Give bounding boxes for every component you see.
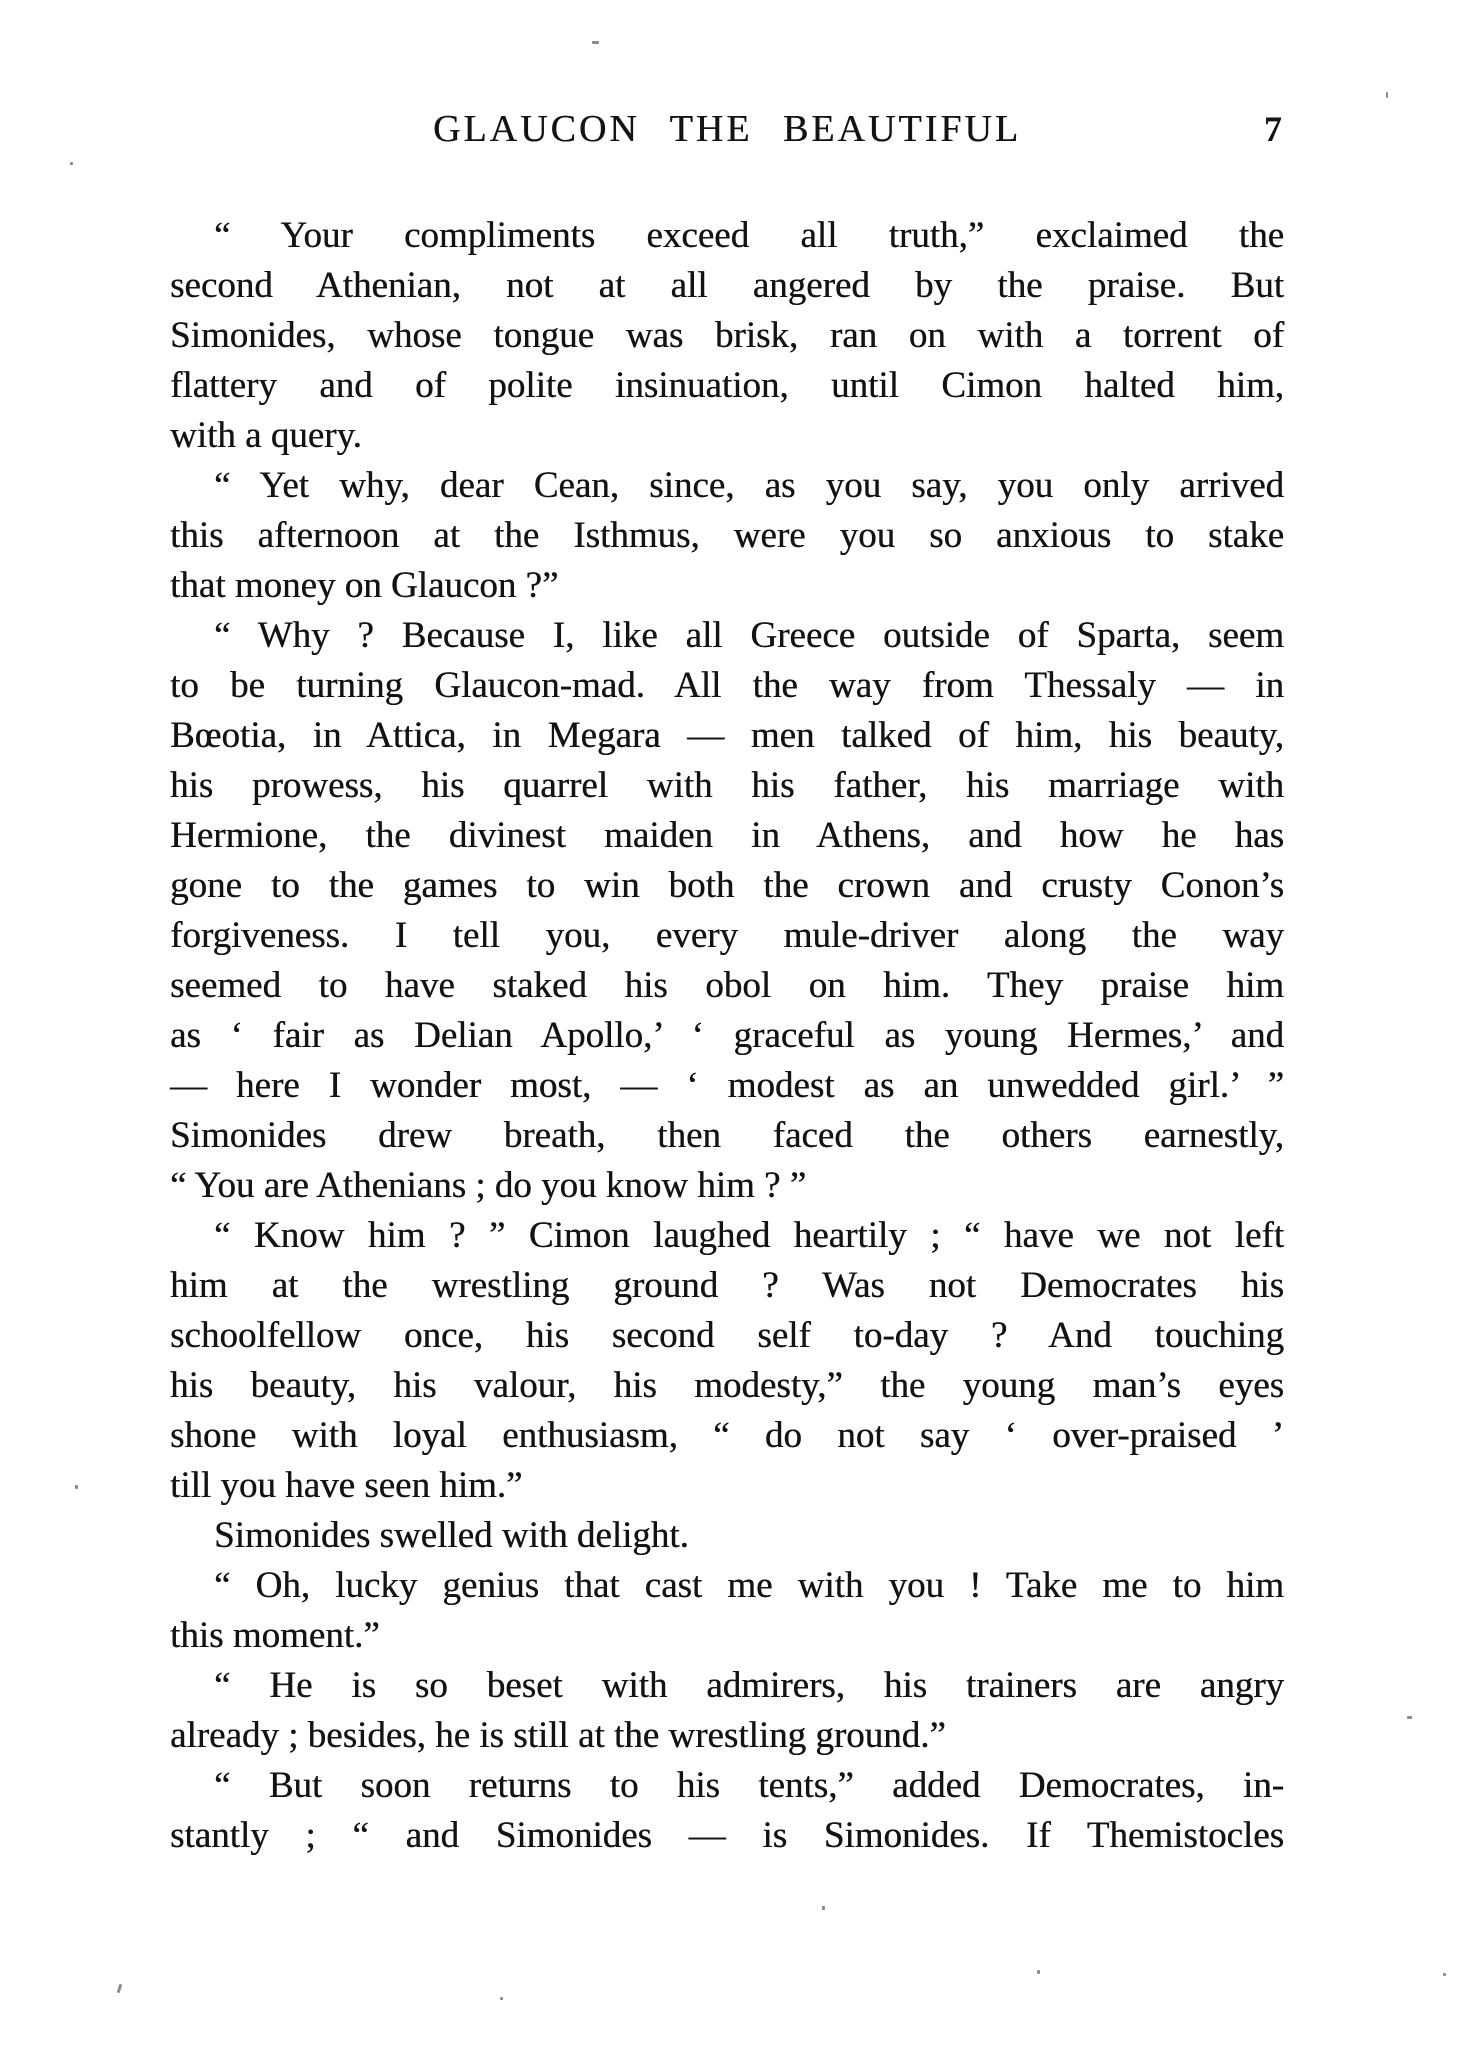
text-line: “ Why ? Because I, like all Greece outside of Sparta, seem — [214, 615, 1284, 656]
text-line: shone with loyal enthusiasm, “ do not say ‘ over-praised ’ — [170, 1415, 1284, 1456]
text-line: second Athenian, not at all angered by the praise. But — [170, 265, 1284, 306]
text-line: Hermione, the divinest maiden in Athens, and how he has — [170, 815, 1284, 856]
text-line: — here I wonder most, — ‘ modest as an unwedded girl.’ ” — [170, 1065, 1284, 1106]
text-line: Simonides, whose tongue was brisk, ran on with a torrent of — [170, 315, 1284, 356]
text-line: schoolfellow once, his second self to-day ? And touching — [170, 1315, 1284, 1356]
text-line: his beauty, his valour, his modesty,” the young man’s eyes — [170, 1365, 1284, 1406]
scan-speckle — [117, 1984, 123, 1993]
text-line: his prowess, his quarrel with his father, his marriage with — [170, 765, 1284, 806]
scan-speckle — [70, 162, 73, 165]
paragraph — [170, 1511, 1284, 1561]
text-line: Simonides swelled with delight. — [214, 1515, 689, 1556]
paragraph — [170, 461, 1284, 611]
text-line: forgiveness. I tell you, every mule-driver along the way — [170, 915, 1284, 956]
text-line: already ; besides, he is still at the wrestling ground.” — [170, 1715, 946, 1756]
text-line: seemed to have staked his obol on him. They praise him — [170, 965, 1284, 1006]
scan-speckle — [1386, 92, 1388, 98]
page-number: 7 — [1264, 109, 1282, 149]
scan-speckle — [75, 1485, 78, 1489]
scan-speckle — [500, 1997, 503, 2000]
text-line: “ But soon returns to his tents,” added Democrates, in- — [214, 1765, 1284, 1806]
scan-speckle — [592, 41, 599, 44]
scan-speckle — [822, 1906, 825, 1910]
text-line: “ Your compliments exceed all truth,” exclaimed the — [214, 215, 1284, 256]
text-line: as ‘ fair as Delian Apollo,’ ‘ graceful as young Hermes,’ and — [170, 1015, 1284, 1056]
paragraph — [170, 1761, 1284, 1861]
text-line: “ Know him ? ” Cimon laughed heartily ; “ have we not left — [214, 1215, 1284, 1256]
text-line: gone to the games to win both the crown and crusty Conon’s — [170, 865, 1284, 906]
page-title: GLAUCON THE BEAUTIFUL — [432, 108, 1022, 150]
text-line: that money on Glaucon ?” — [170, 565, 559, 606]
text-line: this moment.” — [170, 1615, 380, 1656]
paragraph — [170, 1211, 1284, 1511]
running-head — [170, 103, 1284, 155]
text-line: him at the wrestling ground ? Was not Democrates his — [170, 1265, 1284, 1306]
text-line: till you have seen him.” — [170, 1465, 523, 1506]
scan-speckle — [1407, 1716, 1412, 1719]
paragraph — [170, 1561, 1284, 1661]
scan-speckle — [1037, 1970, 1040, 1974]
paragraph — [170, 1661, 1284, 1761]
text-line: Simonides drew breath, then faced the others earnestly, — [170, 1115, 1284, 1156]
text-line: “ Oh, lucky genius that cast me with you ! Take me to him — [214, 1565, 1284, 1606]
text-block — [170, 103, 1284, 1861]
text-line: Bœotia, in Attica, in Megara — men talked of him, his beauty, — [170, 715, 1284, 756]
scan-speckle — [1443, 1973, 1446, 1976]
text-line: “ He is so beset with admirers, his trainers are angry — [214, 1665, 1284, 1706]
text-line: “ Yet why, dear Cean, since, as you say, you only arrived — [214, 465, 1284, 506]
paragraph — [170, 211, 1284, 461]
text-line: with a query. — [170, 415, 362, 456]
text-line: to be turning Glaucon-mad. All the way from Thessaly — in — [170, 665, 1284, 706]
body-text — [170, 211, 1284, 1861]
paragraph — [170, 611, 1284, 1211]
text-line: flattery and of polite insinuation, until Cimon halted him, — [170, 365, 1284, 406]
text-line: this afternoon at the Isthmus, were you so anxious to stake — [170, 515, 1284, 556]
text-line: “ You are Athenians ; do you know him ? ” — [170, 1165, 807, 1206]
text-line: stantly ; “ and Simonides — is Simonides. If Themistocles — [170, 1815, 1284, 1856]
